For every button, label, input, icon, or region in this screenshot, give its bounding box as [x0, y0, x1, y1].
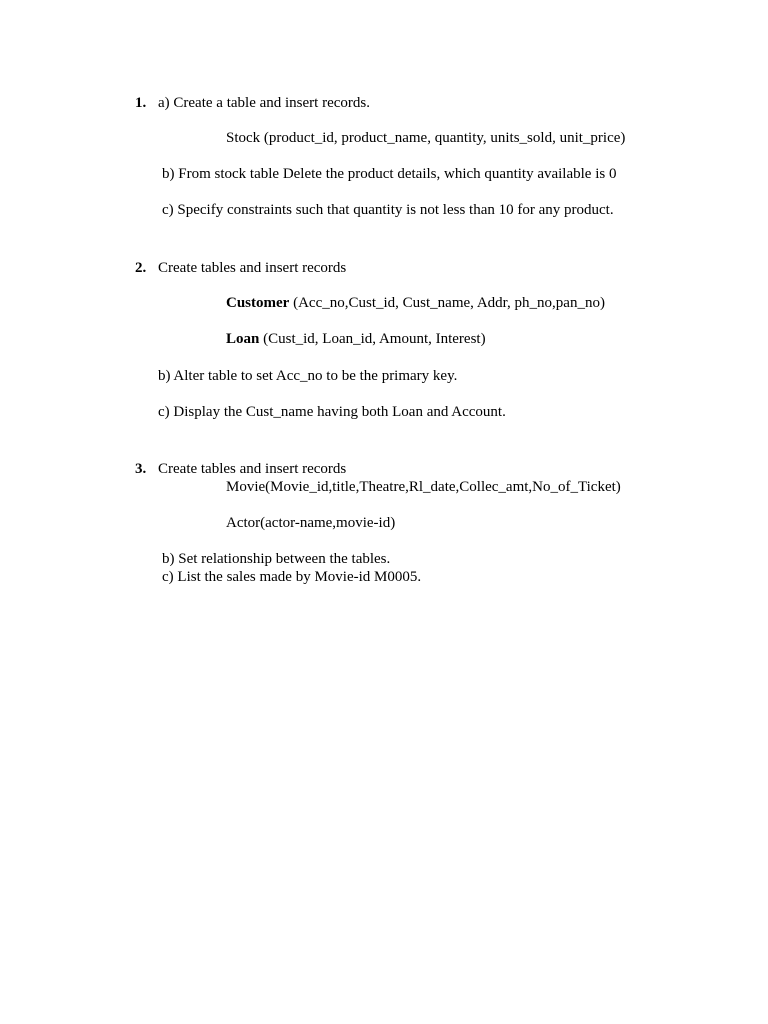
- question-1-part-a: a) Create a table and insert records.: [158, 95, 370, 111]
- question-3-number: 3.: [135, 461, 147, 477]
- actor-table-schema: Actor(actor-name,movie-id): [226, 515, 396, 531]
- question-3-part-b: b) Set relationship between the tables.: [162, 551, 391, 567]
- loan-table-name: Loan: [226, 331, 260, 347]
- question-3-part-c: c) List the sales made by Movie-id M0005.: [162, 569, 422, 585]
- question-3-part-a: Create tables and insert records: [158, 461, 347, 477]
- question-1-part-b: b) From stock table Delete the product details, which quantity available is 0: [162, 166, 617, 182]
- question-2-number: 2.: [135, 260, 147, 276]
- question-2-part-c: c) Display the Cust_name having both Loan and Account.: [158, 404, 506, 420]
- question-1-number: 1.: [135, 95, 147, 111]
- customer-table-name: Customer: [226, 295, 290, 311]
- stock-table-schema: Stock (product_id, product_name, quantity, units_sold, unit_price): [226, 130, 626, 146]
- customer-table-fields: (Acc_no,Cust_id, Cust_name, Addr, ph_no,pan_no): [289, 295, 605, 311]
- question-1-part-c: c) Specify constraints such that quantity is not less than 10 for any product.: [162, 202, 614, 218]
- customer-table-schema: [226, 294, 605, 312]
- question-2-part-b: b) Alter table to set Acc_no to be the primary key.: [158, 368, 458, 384]
- movie-table-schema: Movie(Movie_id,title,Theatre,Rl_date,Collec_amt,No_of_Ticket): [226, 479, 621, 495]
- loan-table-fields: (Cust_id, Loan_id, Amount, Interest): [259, 331, 486, 347]
- question-2-part-a: Create tables and insert records: [158, 260, 347, 276]
- loan-table-schema: [226, 330, 486, 348]
